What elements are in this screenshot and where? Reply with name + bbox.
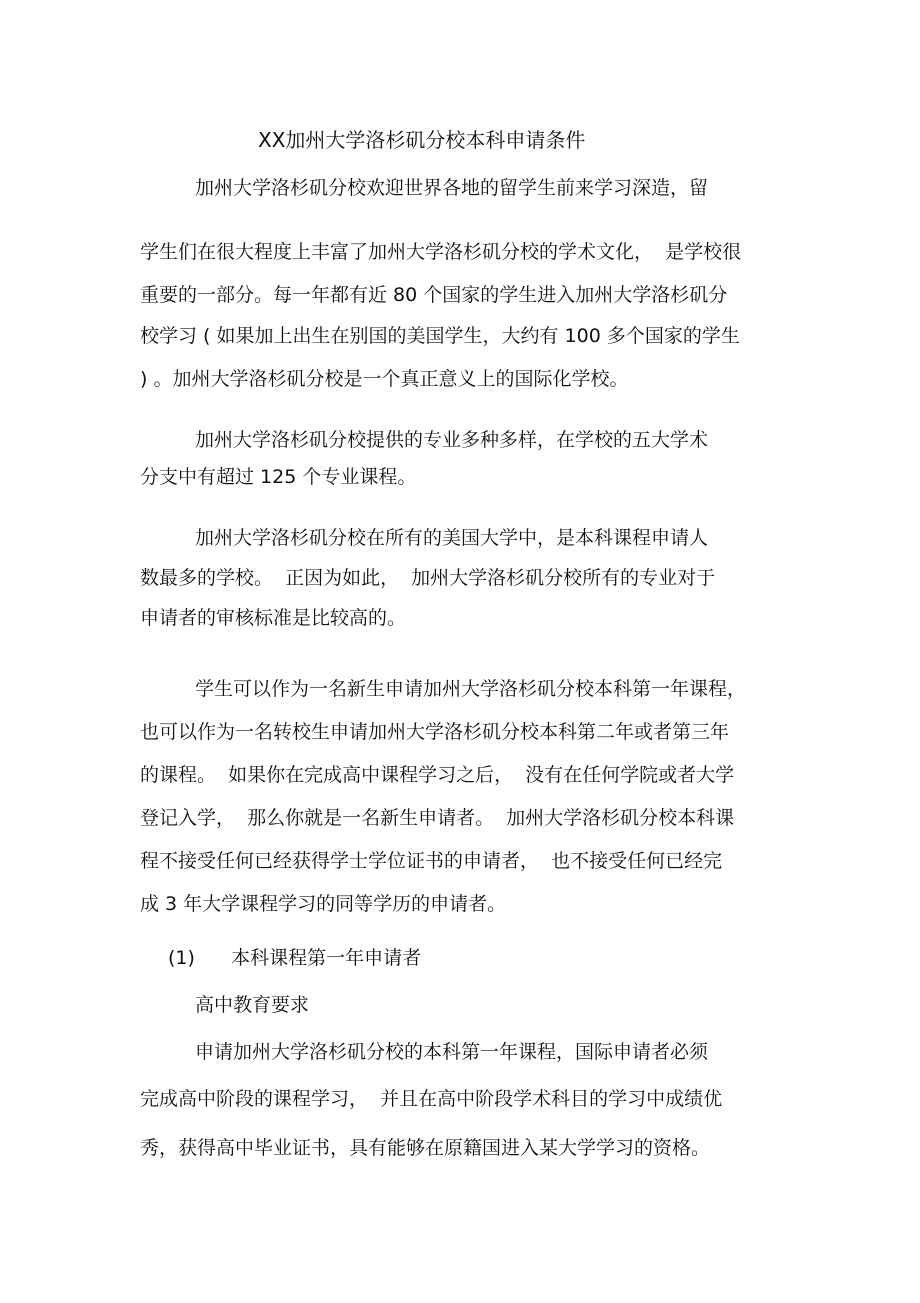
paragraph-line: 分支中有超过 125 个专业课程。 (140, 466, 417, 488)
paragraph-line: 加州大学洛杉矶分校在所有的美国大学中，是本科课程申请人 (195, 527, 709, 549)
paragraph-line: 重要的一部分。每一年都有近 80 个国家的学生进入加州大学洛杉矶分 (140, 284, 728, 306)
paragraph-line: 申请者的审核标准是比较高的。 (140, 607, 407, 629)
paragraph-line: 校学习 ( 如果加上出生在别国的美国学生，大约有 100 多个国家的学生 (140, 325, 740, 347)
paragraph-line: 的课程。 如果你在完成高中课程学习之后， 没有在任何学院或者大学 (140, 764, 735, 786)
paragraph-line: 程不接受任何已经获得学士学位证书的申请者， 也不接受任何已经完 (140, 850, 723, 872)
section-heading: (1) 本科课程第一年申请者 (168, 947, 422, 969)
paragraph-line: 申请加州大学洛杉矶分校的本科第一年课程，国际申请者必须 (195, 1041, 709, 1063)
paragraph-line: 登记入学， 那么你就是一名新生申请者。 加州大学洛杉矶分校本科课 (140, 807, 735, 829)
document-title: XX加州大学洛杉矶分校本科申请条件 (258, 128, 586, 152)
paragraph-line: 学生可以作为一名新生申请加州大学洛杉矶分校本科第一年课程， (195, 678, 747, 700)
paragraph-line: 成 3 年大学课程学习的同等学历的申请者。 (140, 893, 507, 915)
paragraph-line: ) 。加州大学洛杉矶分校是一个真正意义上的国际化学校。 (140, 368, 629, 390)
paragraph-line: 加州大学洛杉矶分校欢迎世界各地的留学生前来学习深造，留 (195, 177, 709, 199)
paragraph-line: 数最多的学校。 正因为如此， 加州大学洛杉矶分校所有的专业对于 (140, 567, 716, 589)
paragraph-line: 也可以作为一名转校生申请加州大学洛杉矶分校本科第二年或者第三年 (140, 721, 730, 743)
paragraph-line: 加州大学洛杉矶分校提供的专业多种多样，在学校的五大学术 (195, 429, 709, 451)
paragraph-line: 秀，获得高中毕业证书，具有能够在原籍国进入某大学学习的资格。 (140, 1137, 711, 1159)
paragraph-line: 完成高中阶段的课程学习， 并且在高中阶段学术科目的学习中成绩优 (140, 1088, 723, 1110)
paragraph-line: 学生们在很大程度上丰富了加州大学洛杉矶分校的学术文化， 是学校很 (140, 241, 742, 263)
subsection-heading: 高中教育要求 (195, 994, 310, 1016)
